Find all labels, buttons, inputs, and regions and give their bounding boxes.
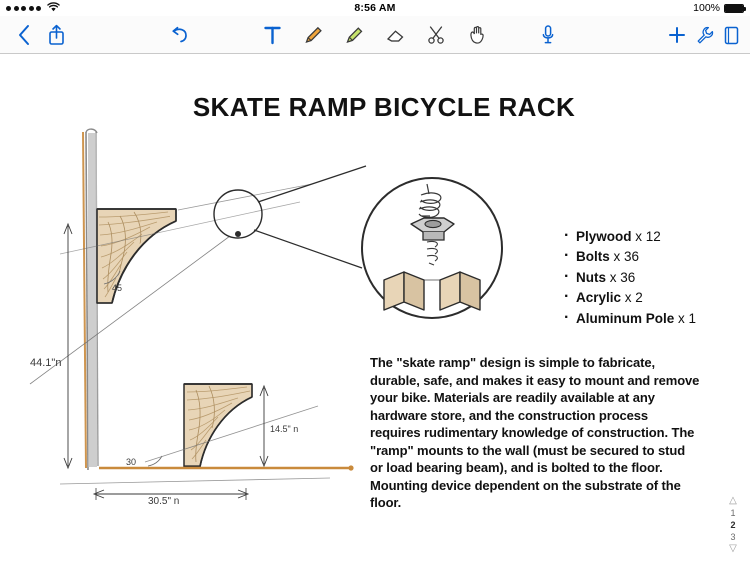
material-qty: x 1 [678,310,697,326]
note-canvas[interactable] [0,54,750,563]
svg-text:44.1"n: 44.1"n [30,357,62,369]
wrench-icon[interactable] [692,16,718,54]
battery-icon [724,4,744,13]
page-down-arrow[interactable]: ▽ [729,543,737,554]
material-qty: x 12 [635,228,661,244]
hand-tool[interactable] [464,16,492,54]
page-title: SKATE RAMP BICYCLE RACK [192,92,576,122]
status-bar-right [693,0,744,16]
text-tool[interactable] [259,16,287,54]
main-toolbar [0,16,750,54]
status-bar [0,0,750,16]
material-qty: x 2 [624,290,643,305]
list-item [562,289,696,308]
materials-list [522,228,696,331]
add-button[interactable] [664,16,690,54]
material-name: Acrylic [576,290,622,305]
page-number-3[interactable]: 3 [730,532,736,542]
material-qty: x 36 [613,249,640,264]
battery-percent-label: 100% [693,2,720,14]
scissors-tool[interactable] [423,16,451,54]
status-bar-clock: 8:56 AM [354,2,396,14]
undo-button[interactable] [165,16,193,54]
material-name: Plywood [576,228,632,244]
list-item [562,310,696,329]
list-item [562,248,696,267]
page-number-1[interactable]: 1 [730,508,736,518]
material-name: Aluminum Pole [576,310,675,326]
svg-text:30.5" n: 30.5" n [148,496,180,507]
back-button[interactable] [10,16,38,54]
material-name: Bolts [576,249,610,264]
list-item [562,228,696,247]
svg-text:30: 30 [126,457,137,467]
tool-palette [259,16,492,54]
list-item [562,269,696,288]
highlighter-tool[interactable] [341,16,369,54]
material-name: Nuts [576,269,606,285]
material-qty: x 36 [609,269,636,285]
microphone-button[interactable] [534,16,562,54]
eraser-tool[interactable] [382,16,410,54]
svg-text:14.5" n: 14.5" n [270,424,299,434]
page-number-2[interactable]: 2 [730,520,736,530]
description-paragraph: The "skate ramp" design is simple to fabricate, durable, safe, and makes it easy to mount and remove your bike. Materials are readily available at any hardware store, and the construction process requires rudimentary knowledge of construction. The "ramp" mounts to the wall (must be secured to stud or load bearing beam), and is bolted to the floor. Mounting device dependent on the substrate of the floor. [370,355,700,510]
page-up-arrow[interactable]: △ [729,495,737,506]
page-navigator[interactable] [722,495,744,555]
pencil-tool[interactable] [300,16,328,54]
page-view-icon[interactable] [718,16,744,54]
share-button[interactable] [42,16,70,54]
svg-text:45: 45 [112,283,123,293]
